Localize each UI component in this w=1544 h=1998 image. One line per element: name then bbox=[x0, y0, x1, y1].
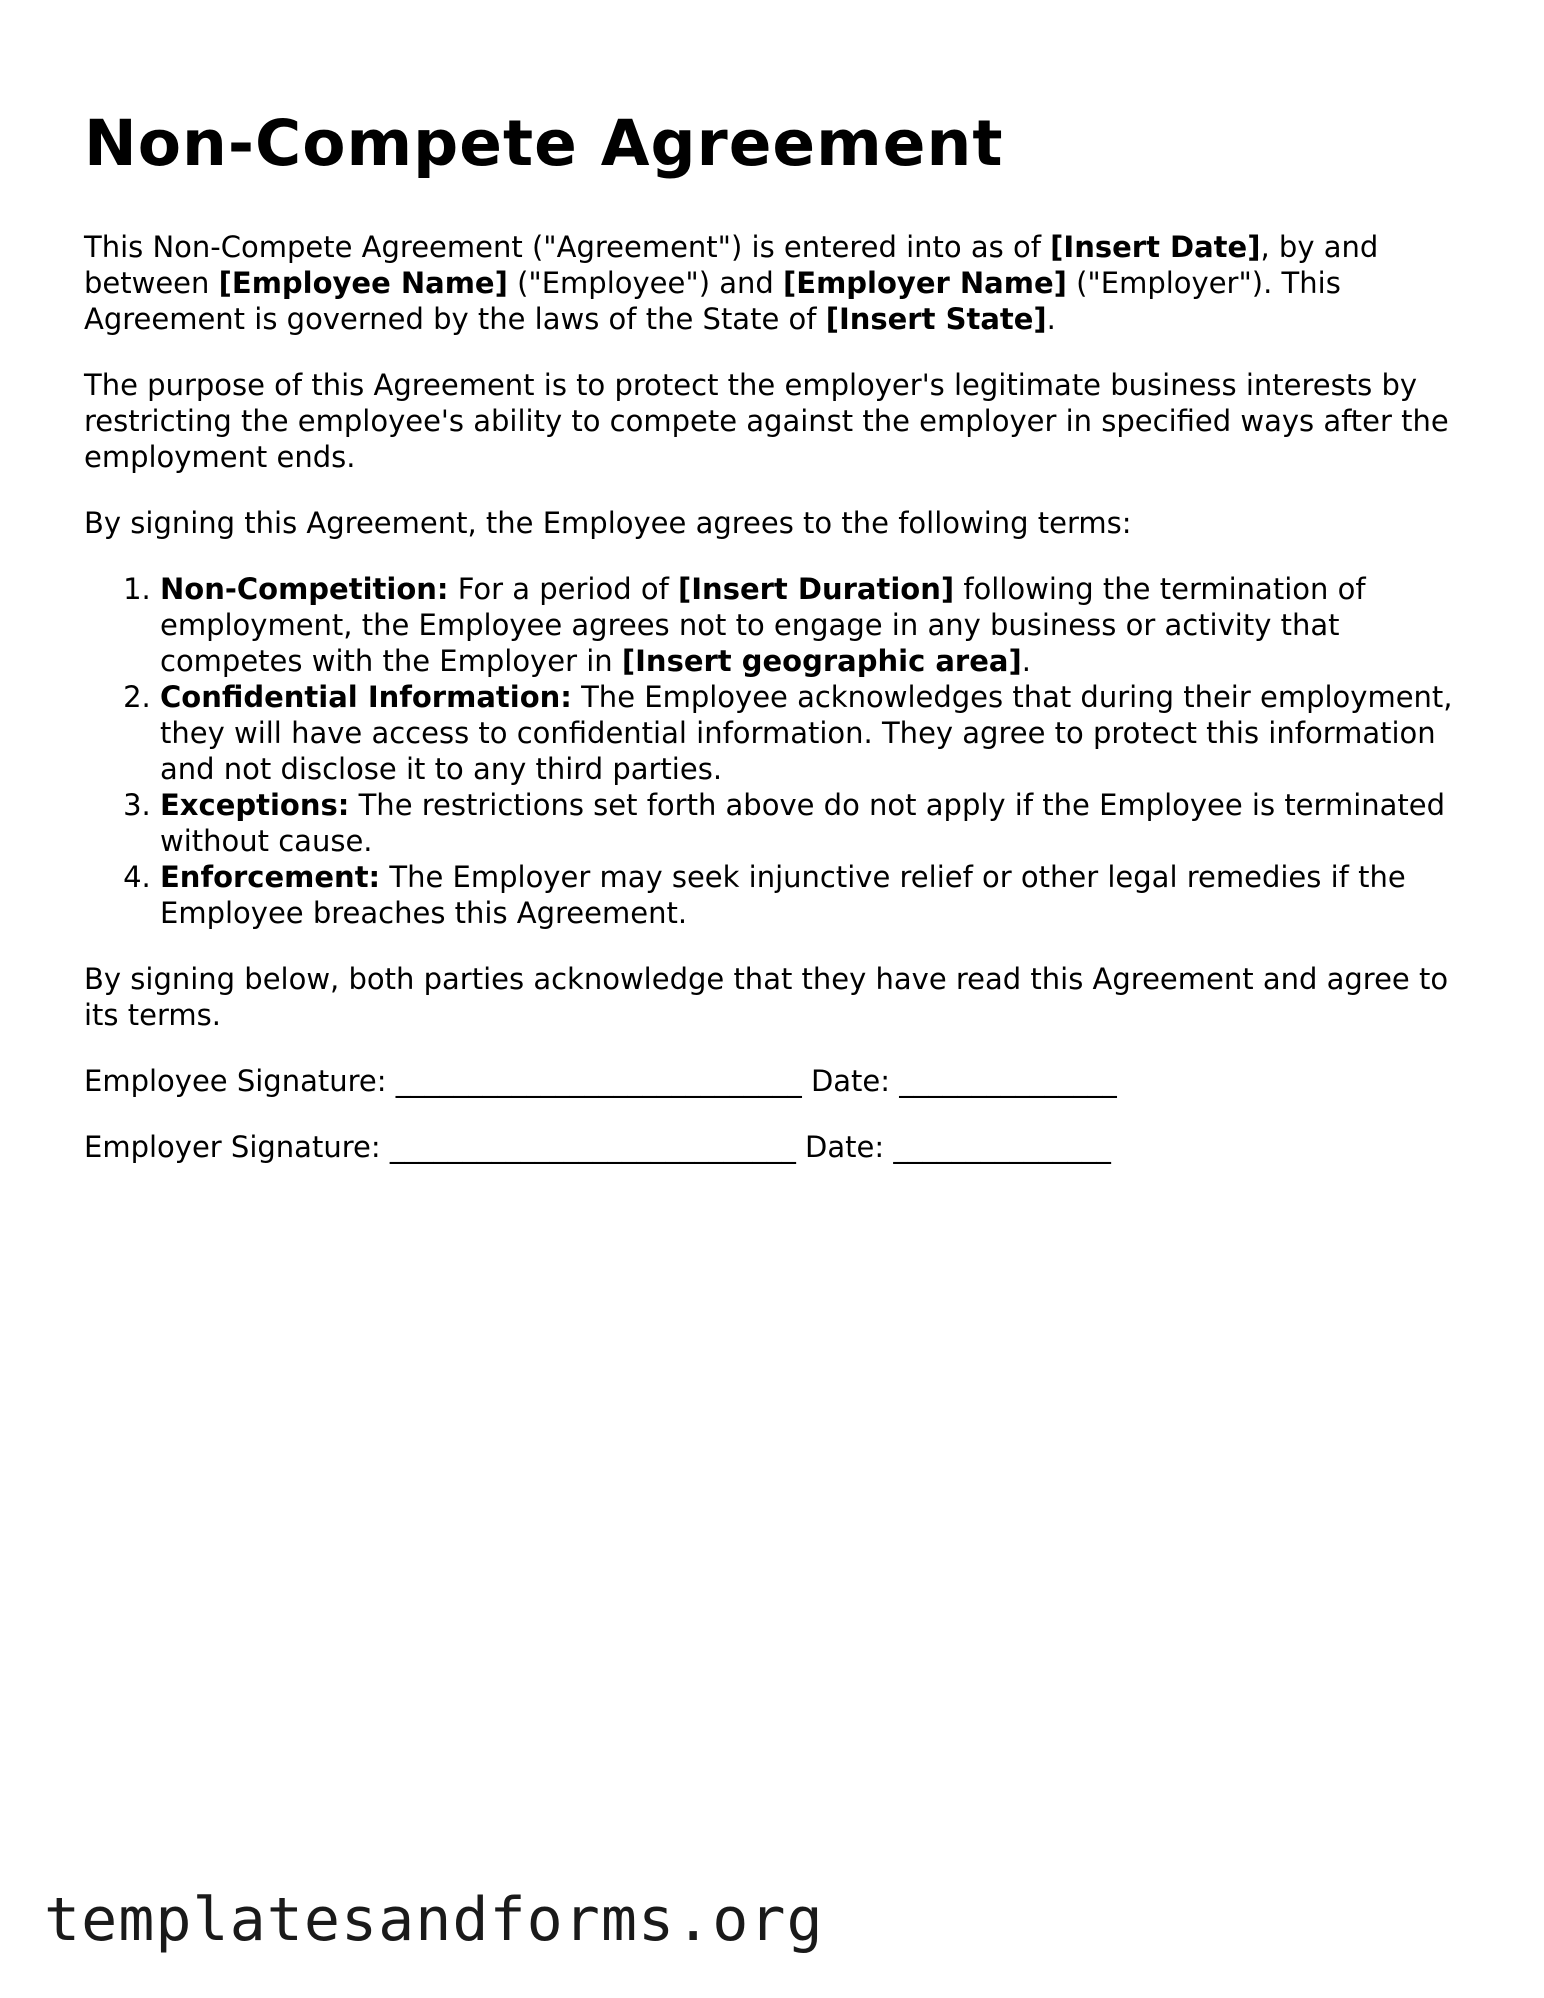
intro-text-5: . bbox=[1046, 302, 1056, 336]
geographic-area-placeholder: [Insert geographic area] bbox=[621, 644, 1022, 678]
date-placeholder: [Insert Date] bbox=[1050, 230, 1261, 264]
intro-text-1: This Non-Compete Agreement ("Agreement") is entered into as of bbox=[84, 230, 1051, 264]
employer-signature-line: Employer Signature: ____________________________ Date: _______________ bbox=[84, 1130, 1111, 1164]
term-heading: Exceptions: bbox=[160, 788, 350, 822]
duration-placeholder: [Insert Duration] bbox=[678, 572, 955, 606]
intro-text-4: ("Employer"). This Agreement is governed by the laws of the State of bbox=[84, 266, 1341, 336]
employee-name-placeholder: [Employee Name] bbox=[218, 266, 508, 300]
term-heading: Confidential Information: bbox=[160, 680, 572, 714]
terms-lead-paragraph: By signing this Agreement, the Employee agrees to the following terms: bbox=[84, 506, 1132, 540]
term-heading: Non-Competition: bbox=[160, 572, 449, 606]
term-text: following the termination of employment, the Employee agrees not to engage in any business or activity that competes with the Employer in bbox=[160, 572, 1366, 678]
employer-name-placeholder: [Employer Name] bbox=[783, 266, 1067, 300]
intro-text-2: , by and between bbox=[84, 230, 1379, 300]
terms-list bbox=[84, 571, 1464, 931]
term-item bbox=[160, 571, 1464, 679]
term-text: The restrictions set forth above do not apply if the Employee is terminated without cause. bbox=[160, 788, 1446, 858]
term-text: The Employer may seek injunctive relief or other legal remedies if the Employee breaches this Agreement. bbox=[160, 860, 1406, 930]
term-text: The Employee acknowledges that during their employment, they will have access to confidential information. They agree to protect this information and not disclose it to any third parties. bbox=[160, 680, 1453, 786]
term-item bbox=[160, 787, 1464, 859]
state-placeholder: [Insert State] bbox=[825, 302, 1047, 336]
term-text: . bbox=[1021, 644, 1031, 678]
term-item bbox=[160, 859, 1464, 931]
intro-paragraph bbox=[84, 229, 1464, 337]
employee-signature-line: Employee Signature: ____________________________ Date: _______________ bbox=[84, 1064, 1117, 1098]
document-title: Non-Compete Agreement bbox=[84, 107, 1004, 180]
purpose-paragraph: The purpose of this Agreement is to protect the employer's legitimate business interests by restricting the employee's ability to compete against the employer in specified ways after the employment ends. bbox=[84, 368, 1449, 474]
intro-text-3: ("Employee") and bbox=[507, 266, 784, 300]
site-watermark: templatesandforms.org bbox=[44, 1885, 824, 1955]
term-text: For a period of bbox=[448, 572, 679, 606]
acknowledgement-paragraph: By signing below, both parties acknowledge that they have read this Agreement and agree to its terms. bbox=[84, 962, 1449, 1032]
term-heading: Enforcement: bbox=[160, 860, 381, 894]
term-item bbox=[160, 679, 1464, 787]
document-page bbox=[84, 100, 1464, 1165]
